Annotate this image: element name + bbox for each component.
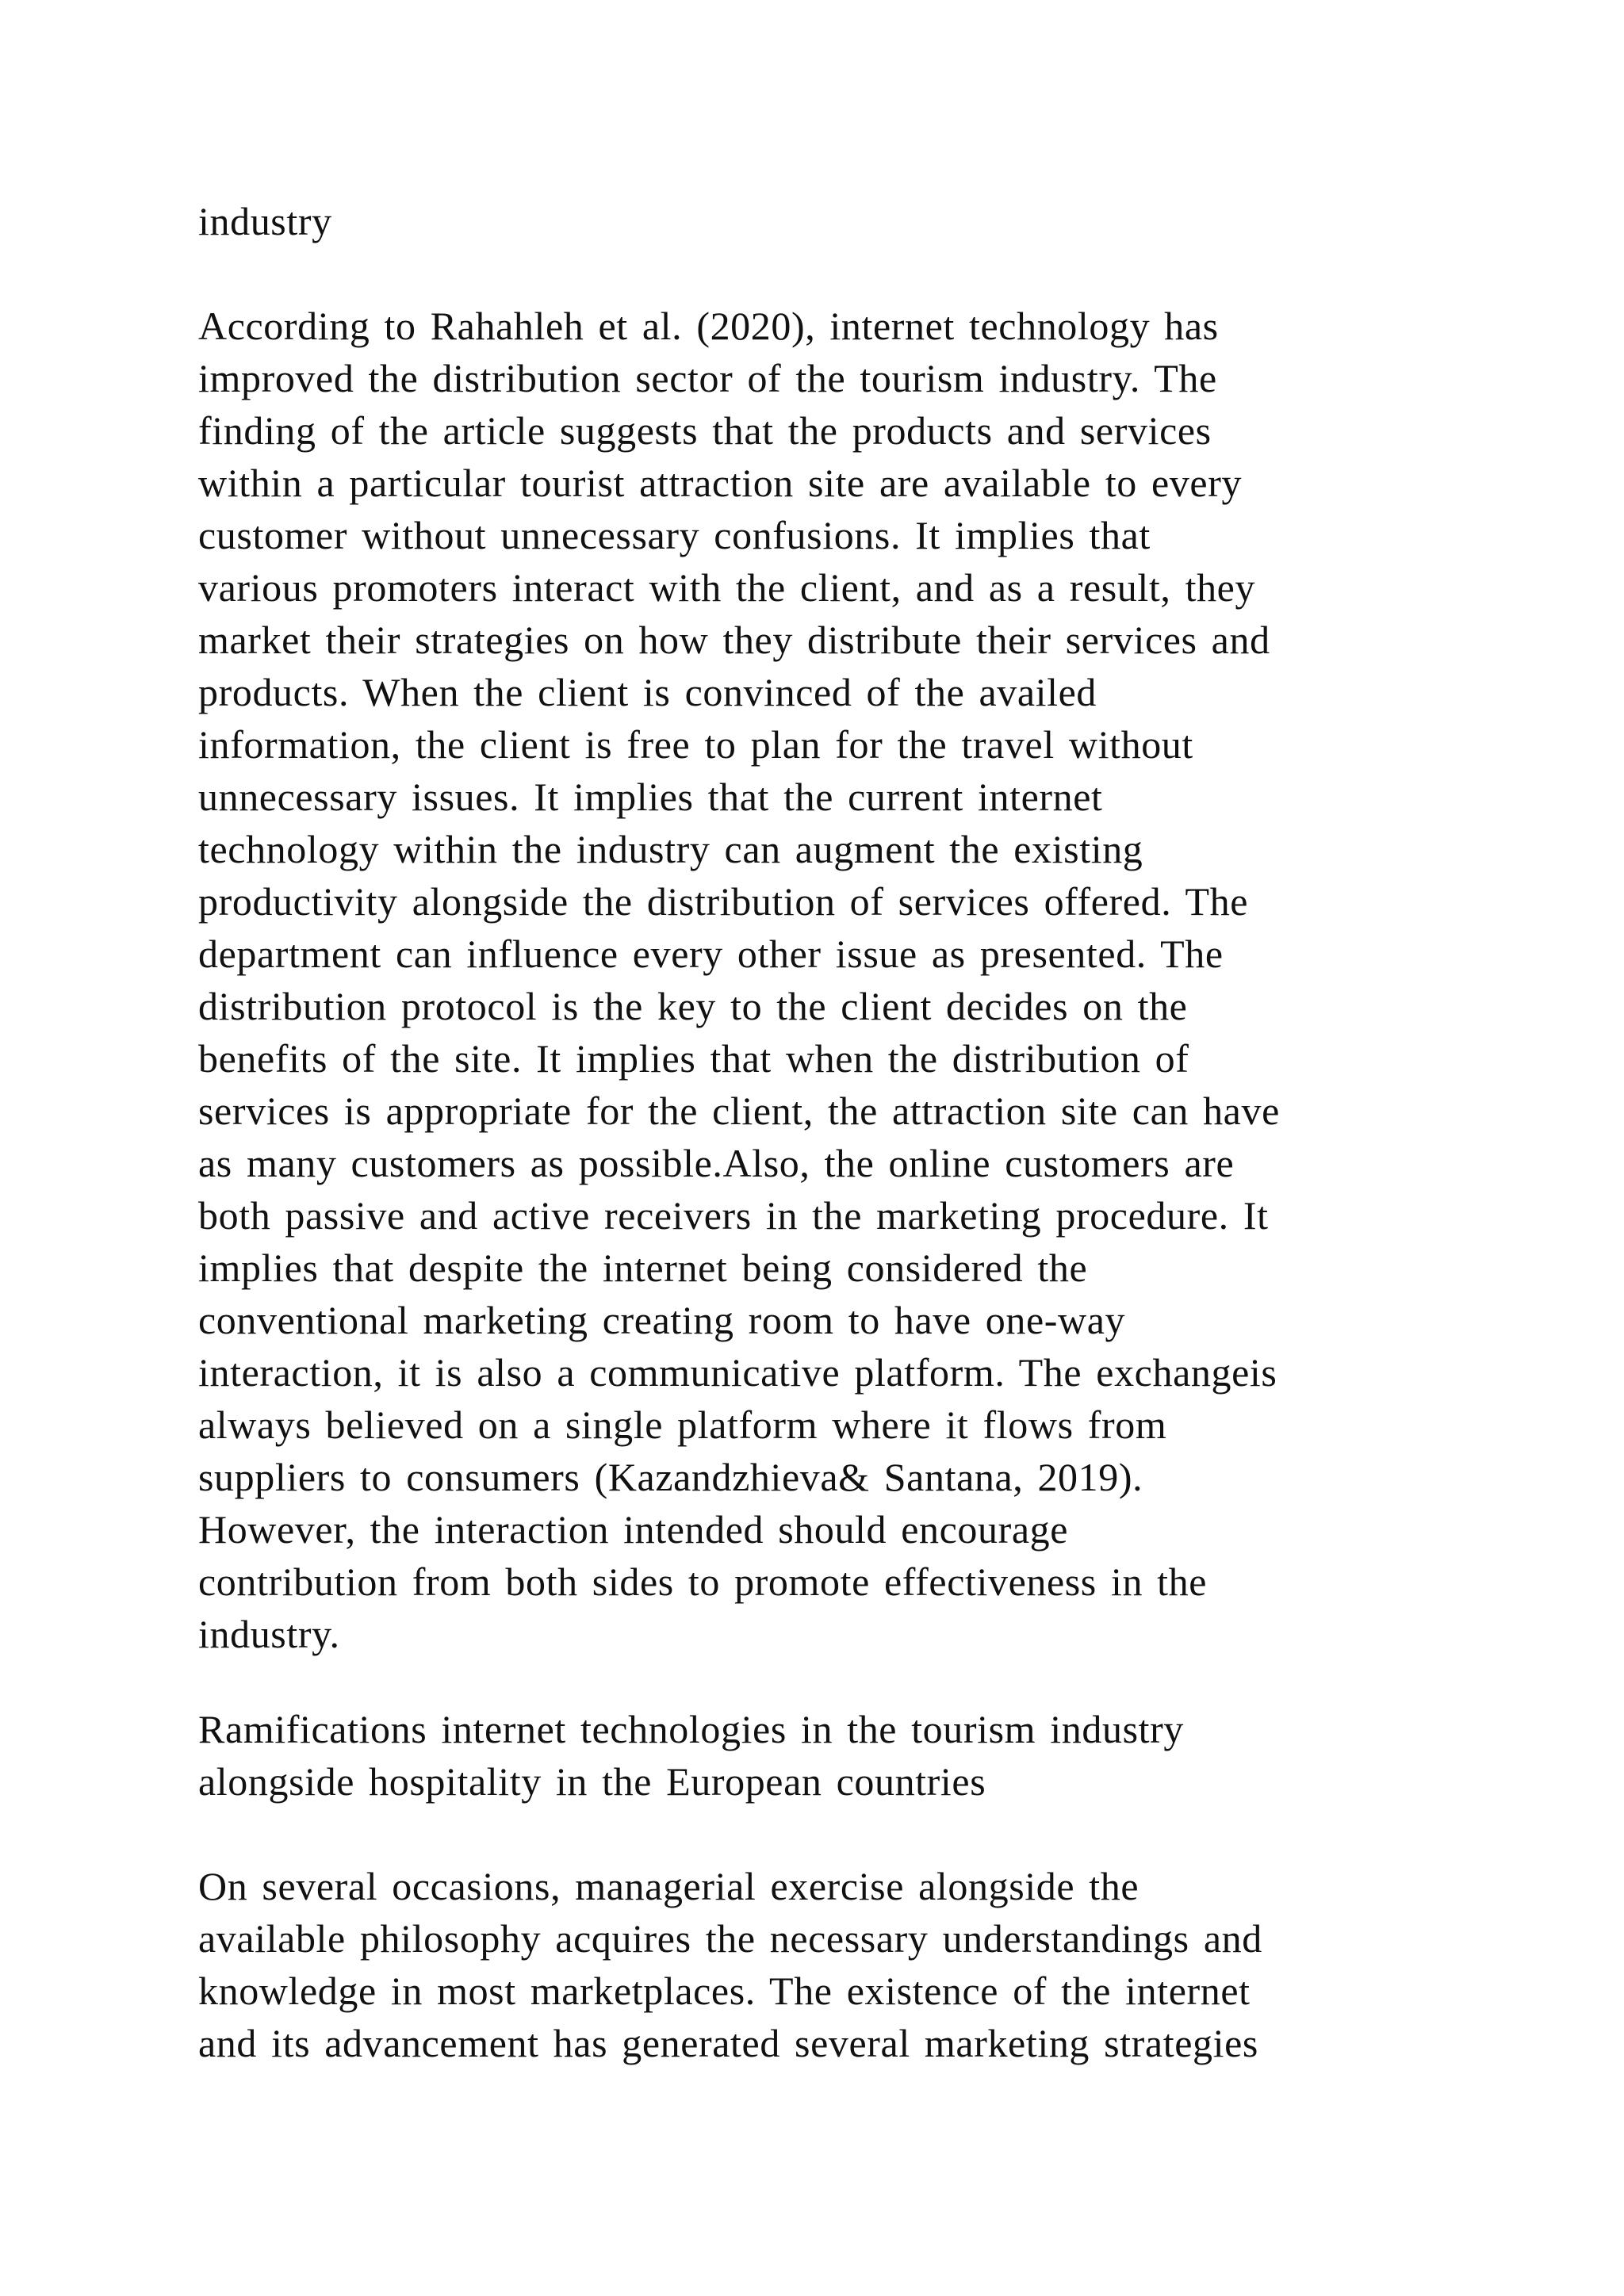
heading-fragment: industry	[198, 199, 332, 243]
body-paragraph: According to Rahahleh et al. (2020), internet technology has improved the distribution sector of the tourism industry. The finding of the article suggests that the products and services within a particular tourist attraction site are available to every customer without unnecessary confusions. It implies that various promoters interact with the client, and as a result, they market their strategies on how they distribute their services and products. When the client is convinced of the availed information, the client is free to plan for the travel without unnecessary issues. It implies that the current internet technology within the industry can augment the existing productivity alongside the distribution of services offered. The department can influence every other issue as presented. The distribution protocol is the key to the client decides on the benefits of the site. It implies that when the distribution of services is appropriate for the client, the attraction site can have as many customers as possible.Also, the online customers are both passive and active receivers in the marketing procedure. It implies that despite the internet being considered the conventional marketing creating room to have one-way interaction, it is also a communicative platform. The exchangeis always believed on a single platform where it flows from suppliers to consumers (Kazandzhieva& Santana, 2019). However, the interaction intended should encourage contribution from both sides to promote effectiveness in the industry.	[198, 304, 1280, 1656]
body-paragraph: On several occasions, managerial exercise alongside the available philosophy acquires the necessary understandings and knowledge in most marketplaces. The existence of the internet and its advancement has generated several marketing strategies	[198, 1864, 1262, 2065]
section-heading: Ramifications internet technologies in the tourism industry alongside hospitality in the European countries	[198, 1707, 1184, 1804]
